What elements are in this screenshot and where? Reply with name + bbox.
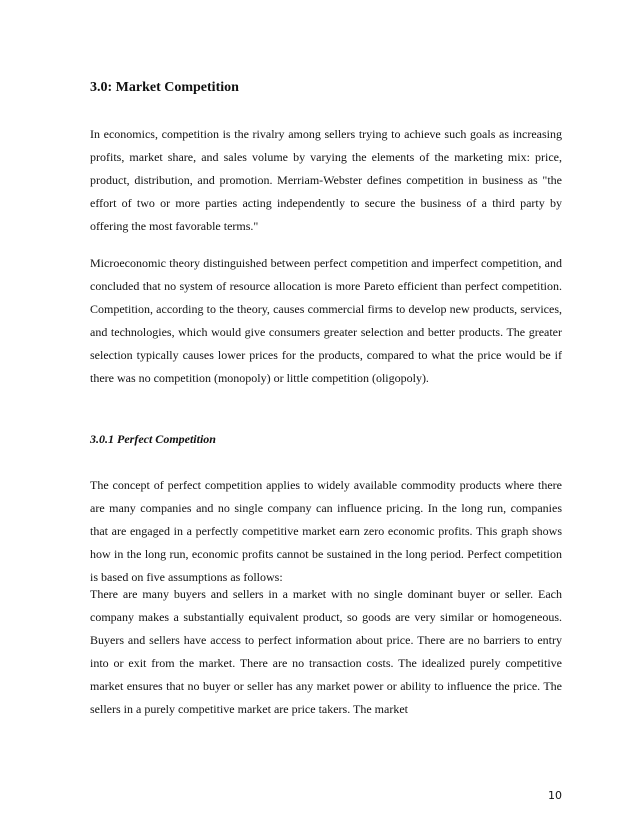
section-heading: 3.0: Market Competition <box>90 80 239 95</box>
paragraph-competition-definition: In economics, competition is the rivalry among sellers trying to achieve such goals as increasing profits, market share, and sales volume by varying the elements of the marketing mix: price, product, distribution, and promotion. Merriam-Webster defines competition in business as "the effort of two or more parties acting independently to secure the business of a third party by offering the most favorable terms." <box>90 127 562 233</box>
subsection-heading: 3.0.1 Perfect Competition <box>90 432 216 446</box>
paragraph-microeconomic-theory: Microeconomic theory distinguished between perfect competition and imperfect competition, and concluded that no system of resource allocation is more Pareto efficient than perfect competition. Competition, according to the theory, causes commercial firms to develop new products, services, and technologies, which would give consumers greater selection and better products. The greater selection typically causes lower prices for the products, compared to what the price would be if there was no competition (monopoly) or little competition (oligopoly). <box>90 256 562 385</box>
paragraph-perfect-competition-concept: The concept of perfect competition applies to widely available commodity products where there are many companies and no single company can influence pricing. In the long run, companies that are engaged in a perfectly competitive market earn zero economic profits. This graph shows how in the long run, economic profits cannot be sustained in the long period. Perfect competition is based on five assumptions as follows: <box>90 478 562 584</box>
page-number: 10 <box>548 789 562 802</box>
paragraph-perfect-competition-assumptions: There are many buyers and sellers in a market with no single dominant buyer or seller. Each company makes a substantially equivalent product, so goods are very similar or homogeneous. Buyers and sellers have access to perfect information about price. There are no barriers to entry into or exit from the market. There are no transaction costs. The idealized purely competitive market ensures that no buyer or seller has any market power or ability to influence the price. The sellers in a purely competitive market are price takers. The market <box>90 587 562 716</box>
document-page <box>90 0 562 826</box>
